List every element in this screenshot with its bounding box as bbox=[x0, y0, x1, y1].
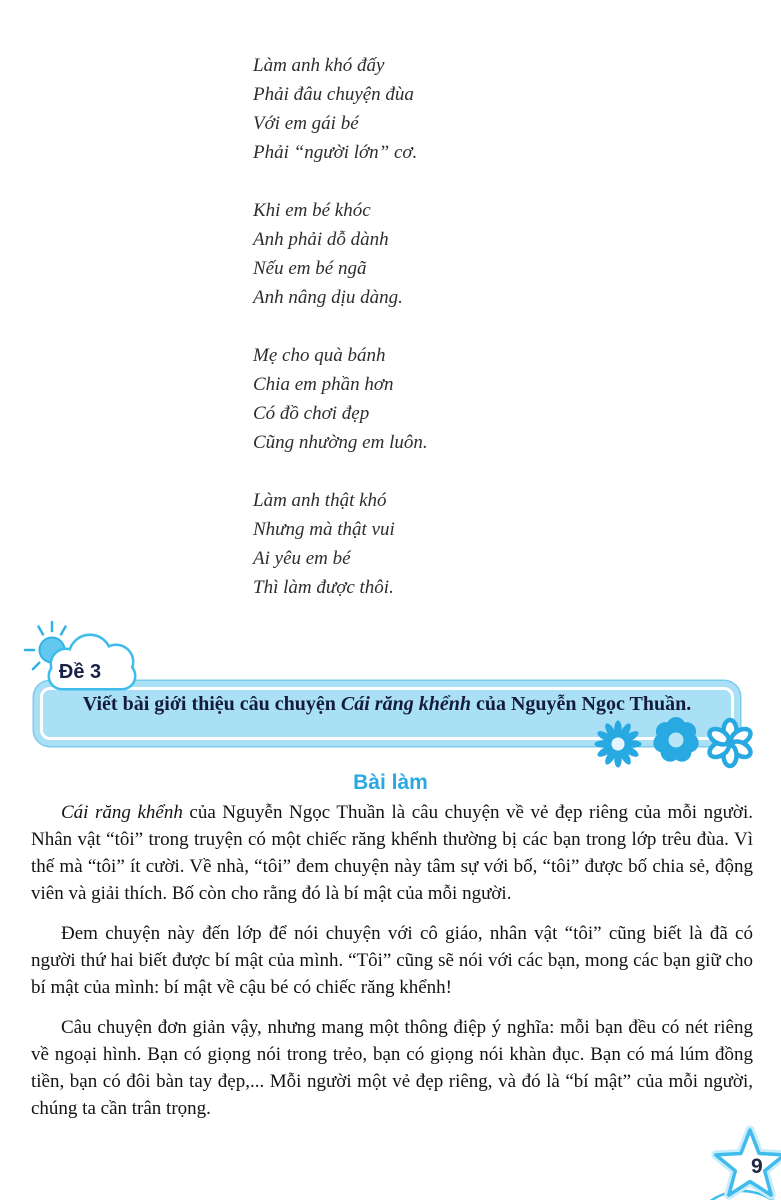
poem-line: Anh nâng dịu dàng. bbox=[253, 287, 403, 308]
essay-paragraph-text: Câu chuyện đơn giản vậy, nhưng mang một thông điệp ý nghĩa: mỗi bạn đều có nét riêng về ngoại hình. Bạn có giọng nói trong trẻo, bạn có giọng nói khàn đục. Bạn có má lúm đồng tiền, bạn có đôi bàn tay đẹp,... Mỗi người một vẻ đẹp riêng, và đó là “bí mật” của mỗi người, chúng ta cần trân trọng. bbox=[31, 1017, 753, 1119]
essay-paragraph bbox=[31, 1014, 753, 1122]
flower-daisy-icon bbox=[595, 721, 642, 768]
poem-line: Phải “người lớn” cơ. bbox=[253, 142, 418, 163]
assignment-title-work: Cái răng khểnh bbox=[340, 693, 471, 715]
poem-line: Làm anh thật khó bbox=[253, 490, 387, 511]
flower-decorations bbox=[592, 717, 754, 771]
essay-paragraph-text: của Nguyễn Ngọc Thuần là câu chuyện về vẻ đẹp riêng của mỗi người. Nhân vật “tôi” trong truyện có một chiếc răng khểnh thường bị các bạn trong lớp trêu đùa. Vì thế mà “tôi” ít cười. Về nhà, “tôi” đem chuyện này tâm sự với bố, “tôi” được bố chia sẻ, động viên và giải thích. Bố còn cho rằng đó là bí mật của mỗi người. bbox=[31, 802, 754, 904]
poem-line: Mẹ cho quà bánh bbox=[253, 345, 386, 366]
poem-line: Ai yêu em bé bbox=[253, 548, 351, 569]
essay-paragraph bbox=[31, 799, 753, 907]
poem-block bbox=[253, 51, 428, 631]
poem-line: Phải đâu chuyện đùa bbox=[253, 84, 414, 105]
essay-body bbox=[31, 799, 753, 1135]
essay-paragraph-text: Đem chuyện này đến lớp để nói chuyện với cô giáo, nhân vật “tôi” cũng biết là đã có người thứ hai biết được bí mật của mình. “Tôi” cũng sẽ nói với các bạn, mong các bạn giữ cho bí mật của mình: bí mật về cậu bé có chiếc răng khểnh! bbox=[31, 923, 753, 998]
flower-round-icon bbox=[653, 717, 698, 762]
assignment-badge bbox=[16, 610, 166, 700]
assignment-title-suffix: của Nguyễn Ngọc Thuần. bbox=[470, 693, 692, 715]
poem-line: Thì làm được thôi. bbox=[253, 577, 394, 598]
poem-line: Làm anh khó đấy bbox=[253, 55, 385, 76]
poem-stanza bbox=[253, 51, 428, 167]
poem-stanza bbox=[253, 196, 428, 312]
poem-stanza bbox=[253, 486, 428, 602]
star-icon bbox=[716, 1130, 781, 1195]
essay-paragraph-lead: Cái răng khểnh bbox=[61, 802, 183, 823]
page-number: 9 bbox=[751, 1155, 763, 1178]
poem-line: Có đồ chơi đẹp bbox=[253, 403, 370, 424]
assignment-badge-label: Đề 3 bbox=[58, 661, 102, 683]
poem-stanza bbox=[253, 341, 428, 457]
page-number-star bbox=[700, 1120, 781, 1200]
poem-line: Cũng nhường em luôn. bbox=[253, 432, 428, 453]
essay-heading: Bài làm bbox=[353, 771, 428, 794]
essay-paragraph bbox=[31, 920, 753, 1001]
poem-line: Khi em bé khóc bbox=[253, 200, 371, 221]
poem-line: Anh phải dỗ dành bbox=[253, 229, 389, 250]
flower-outline-icon bbox=[707, 720, 753, 766]
poem-line: Với em gái bé bbox=[253, 113, 359, 134]
poem-line: Chia em phần hơn bbox=[253, 374, 394, 395]
assignment-title-prefix: Viết bài giới thiệu câu chuyện bbox=[82, 693, 341, 715]
poem-line: Nếu em bé ngã bbox=[253, 258, 367, 279]
poem-line: Nhưng mà thật vui bbox=[253, 519, 395, 540]
